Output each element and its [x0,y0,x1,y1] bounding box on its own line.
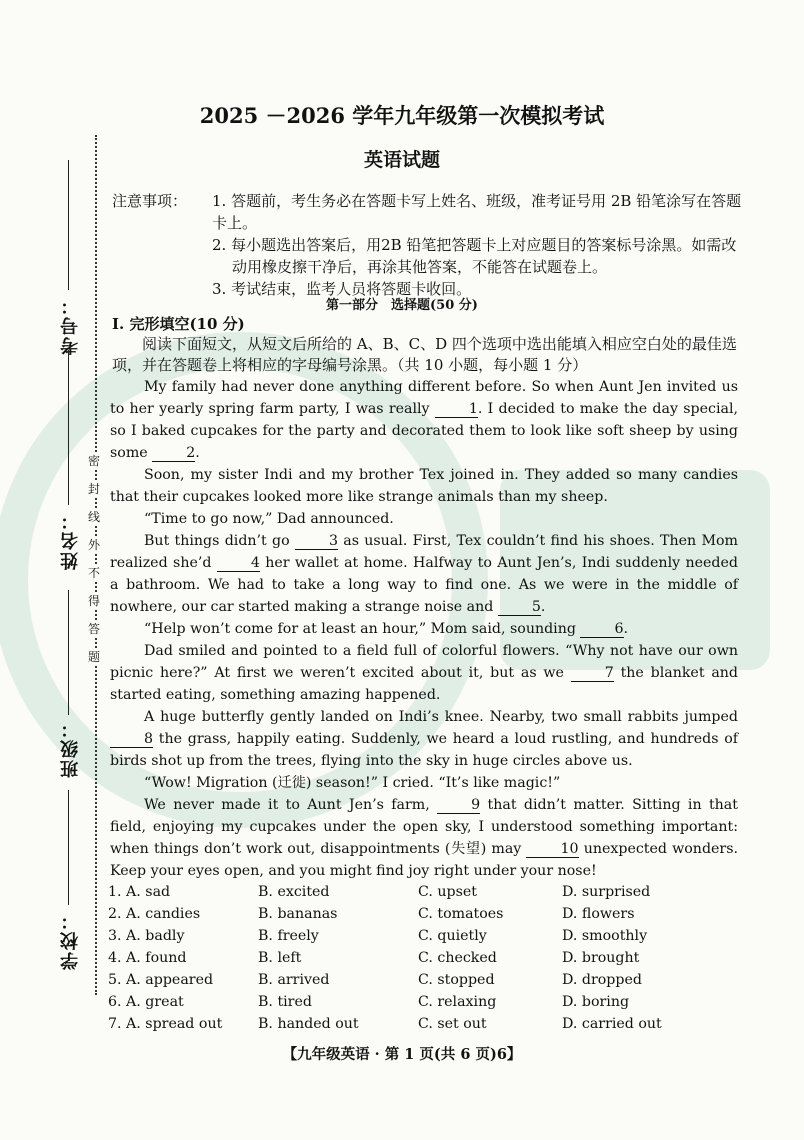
passage-text: A huge butterfly gently landed on Indi’s knee. Nearby, two small rabbits jumped [144,709,738,725]
seal-char: 封 [87,482,100,496]
passage-text: as usual. First, Tex couldn’t find his shoes. Then Mom realized she’d [110,533,738,571]
section-instruction: 阅读下面短文，从短文后所给的 A、B、C、D 四个选项中选出能填入相应空白处的最佳选项，并在答题卷上将相应的字母编号涂黑。（共 10 小题，每小题 1 分） [112,335,737,374]
blank-4: 4 [217,555,260,572]
passage-paragraph [110,640,738,706]
passage-text: . [195,445,200,461]
passage-paragraph [110,794,738,882]
exam-no-label: 考号： [60,295,81,355]
seal-char: 不 [87,566,100,580]
passage-text: Dad smiled and pointed to a field full of colorful flowers. “Why not have our own picnic here?” At first we weren’t excited about it, but as we [110,643,738,681]
seal-char: 答 [87,622,100,636]
cloze-passage [110,376,738,882]
notice-item: 2. 每小题选出答案后，用2B 铅笔把答题卡上对应题目的答案标号涂黑。如需改动用橡皮擦干净后，再涂其他答案，不能答在试题卷上。 [212,236,737,276]
option: C. upset [418,884,477,900]
name-label: 姓名： [60,510,81,570]
notice-item: 1. 答题前，考生务必在答题卡写上姓名、班级，准考证号用 2B 铅笔涂写在答题卡上。 [212,192,742,232]
blank-5: 5 [498,599,541,616]
blank-9: 9 [437,797,480,814]
option: C. relaxing [418,994,497,1010]
notice-item: 3. 考试结束，监考人员将答题卡收回。 [212,280,472,298]
option-row [108,881,748,903]
option-row [108,969,748,991]
option: 7. A. spread out [108,1016,223,1032]
passage-text: “Help won’t come for at least an hour,” Mom said, sounding [144,621,576,637]
option: D. boring [562,994,630,1010]
option: C. set out [418,1016,487,1032]
passage-text: . [540,599,546,615]
option: B. arrived [258,972,330,988]
blank-2: 2 [152,445,195,462]
seal-char: 题 [87,650,100,664]
page-footer: 【九年级英语 · 第 1 页(共 6 页)6】 [282,1046,522,1063]
option: 1. A. sad [108,884,171,900]
part-heading: 第一部分 选择题(50 分) [326,298,478,313]
option-row [108,925,748,947]
option: 5. A. appeared [108,972,214,988]
exam-no-line [68,160,69,290]
exam-title: 2025 －2026 学年九年级第一次模拟考试 [199,103,605,128]
option-row [108,903,748,925]
blank-1: 1 [435,401,478,418]
class-line [68,590,69,715]
option: B. freely [258,928,319,944]
option: B. left [258,950,302,966]
passage-paragraph [110,706,738,772]
school-label: 学校： [60,910,81,970]
option-row [108,947,748,969]
option-row [108,991,748,1013]
option: B. excited [258,884,330,900]
seal-char: 线 [87,510,100,524]
notice-heading: 注意事项： [112,192,188,210]
passage-text: . I decided to make the day special, so I baked cupcakes for the party and decorated them to look like soft sheep by using some [110,401,738,461]
option: D. flowers [562,906,635,922]
section-heading: I. 完形填空(10 分) [112,315,245,333]
passage-text: the grass, happily eating. Suddenly, we heard a loud rustling, and hundreds of birds shot up from the trees, flying into the sky in huge circles above us. [110,731,739,769]
passage-paragraph [110,376,738,464]
option: B. bananas [258,906,338,922]
blank-10: 10 [526,841,578,858]
option: 4. A. found [108,950,187,966]
option: C. quietly [418,928,487,944]
passage-paragraph [110,530,738,618]
option: D. brought [562,950,640,966]
passage-paragraph [110,618,738,640]
option: C. checked [418,950,497,966]
passage-paragraph: Soon, my sister Indi and my brother Tex joined in. They added so many candies that their cupcakes looked more like strange animals than my sheep. [110,467,738,505]
passage-text: unexpected wonders. Keep your eyes open, and you might find joy right under your nose! [110,841,738,879]
option: D. dropped [562,972,642,988]
option: 6. A. great [108,994,184,1010]
seal-char: 外 [87,538,100,552]
blank-8: 8 [110,731,153,748]
class-label: 班级： [60,718,81,778]
passage-paragraph: “Wow! Migration (迁徙) season!” I cried. “It’s like magic!” [144,775,561,791]
passage-text: that didn’t matter. Sitting in that field, enjoying my cupcakes under the open sky, I understood something important: when things don’t work out, disappointments (失望) may [110,797,738,857]
passage-text: But things didn’t go [144,533,290,549]
answer-options [108,881,748,1035]
passage-paragraph: “Time to go now,” Dad announced. [144,511,394,527]
notice-block [112,190,742,300]
passage-text: My family had never done anything different before. So when Aunt Jen invited us to her yearly spring farm party, I was really [110,379,738,417]
option: C. stopped [418,972,495,988]
option: 2. A. candies [108,906,201,922]
passage-text: the blanket and started eating, something amazing happened. [110,665,739,703]
blank-3: 3 [295,533,338,550]
option: D. smoothly [562,928,648,944]
blank-7: 7 [571,665,614,682]
option: D. surprised [562,884,651,900]
passage-text: We never made it to Aunt Jen’s farm, [144,797,430,813]
seal-char: 得 [87,594,100,608]
passage-text: . [623,621,629,637]
option: C. tomatoes [418,906,504,922]
seal-char: 密 [87,454,100,468]
name-line [68,350,69,505]
passage-text: her wallet at home. Halfway to Aunt Jen’s, Indi suddenly needed a bathroom. We had to take a long way to find one. As we were in the middle of nowhere, our car started making a strange noise and [110,555,738,615]
option: B. tired [258,994,312,1010]
school-line [68,790,69,905]
blank-6: 6 [580,621,623,638]
option-row [108,1013,748,1035]
subject-title: 英语试题 [363,149,440,171]
option: B. handed out [258,1016,359,1032]
option: D. carried out [562,1016,662,1032]
option: 3. A. badly [108,928,185,944]
